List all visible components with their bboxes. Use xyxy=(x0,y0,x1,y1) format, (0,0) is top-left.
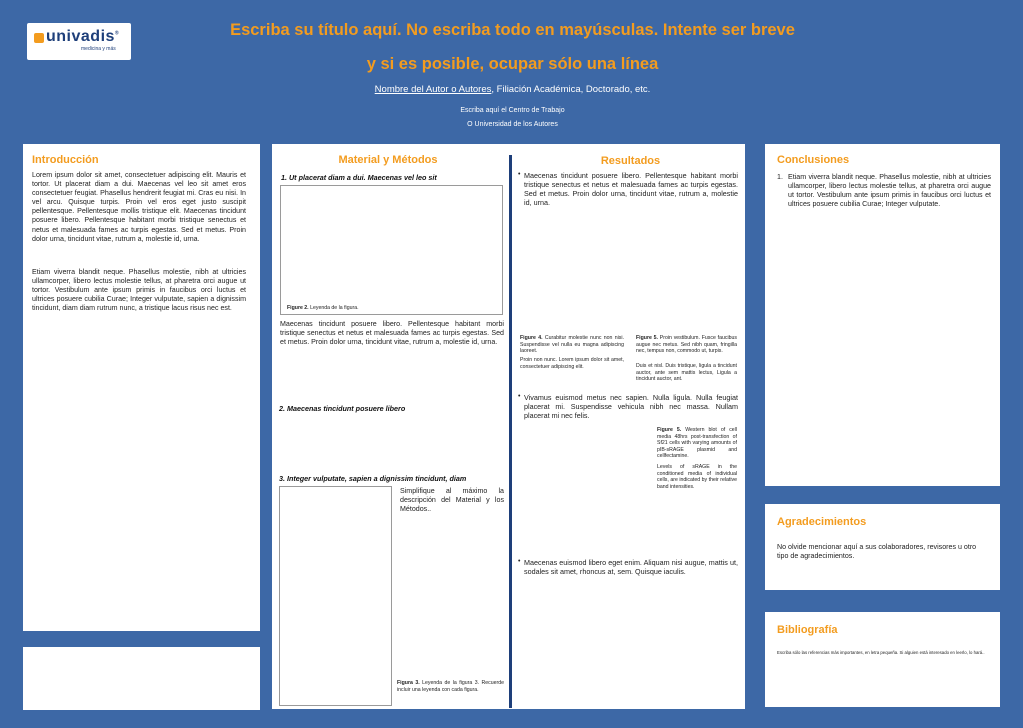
conclusiones-panel xyxy=(765,144,1000,486)
introduccion-title: Introducción xyxy=(32,154,99,166)
figure-5a-caption-text: Proin vestibulum. Fusce faucibus augue nec metus. Sed nibh quam, fringilla nec, tempus non, commodo ut, turpis. xyxy=(636,335,737,355)
material-subheading-1: 1. Ut placerat diam a dui. Maecenas vel leo sit xyxy=(281,173,437,182)
resultados-panel xyxy=(512,144,745,709)
poster-title-line2: y si es posible, ocupar sólo una línea xyxy=(366,55,659,73)
figure-4-label: Figure 4. xyxy=(520,335,543,341)
figure-2-label: Figure 2. xyxy=(287,305,309,311)
resultados-bullet-3 xyxy=(518,558,738,576)
bibliografia-text: Escriba sólo las referencias más importantes, en letra pequeña. Si alguien está interesado en leerlo, lo hará.. xyxy=(777,650,985,655)
institution-line1: Escriba aquí el Centro de Trabajo xyxy=(460,107,565,114)
resultados-bullet-1-text: Maecenas tincidunt posuere libero. Pellentesque habitant morbi tristique senectus et netus et malesuada fames ac turpis egestas. Sed et metus. Proin dolor urna, tincidunt vitae, rutrum a, molestie id, urna. xyxy=(524,171,738,208)
institution-line2: O Universidad de los Autores xyxy=(467,121,558,128)
figure-3-label: Figura 3. xyxy=(397,680,420,686)
agradecimientos-panel xyxy=(765,504,1000,590)
introduccion-panel xyxy=(23,144,260,631)
agradecimientos-text: No olvide mencionar aquí a sus colaboradores, revisores u otro tipo de agradecimientos. xyxy=(777,543,977,561)
introduccion-p2: Etiam viverra blandit neque. Phasellus molestie, nibh at ultricies ullamcorper, libero lectus molestie tellus, at pharetra orci augue ut tortor. Vestibulum ante ipsum primis in faucibus orci luctus et ultrices posuere cubilia Curae; Integer vulputate, sapien a dignissim tincidunt, diam diam rutrum nunc, a tristique lacus risus nec est. xyxy=(32,268,246,313)
empty-panel xyxy=(23,647,260,710)
poster-title-line1: Escriba su título aquí. No escriba todo en mayúsculas. Intente ser breve xyxy=(230,21,795,39)
authors-line xyxy=(150,84,875,95)
figure-4-caption-text: Curabitur molestie nunc non nisi. Suspendisse vel nulla eu magna adipiscing laoreet. xyxy=(520,335,624,355)
material-subheading-3: 3. Integer vulputate, sapien a dignissim tincidunt, diam xyxy=(279,474,467,483)
figure-5a-label: Figure 5. xyxy=(636,335,658,341)
figure-5a-extra: Duis et nisl. Duis tristique, ligula a tincidunt auctor, ante sem mattis lectus, Ligula a tincidunt auctor, ant. xyxy=(636,363,737,383)
conclusiones-title: Conclusiones xyxy=(777,154,850,166)
figure-5b-label: Figure 5. xyxy=(657,427,682,433)
resultados-title: Resultados xyxy=(600,155,661,167)
affiliation: , Filiación Académica, Doctorado, etc. xyxy=(491,84,651,95)
resultados-bullet-1 xyxy=(518,171,738,207)
logo-registered-mark: ® xyxy=(114,30,120,37)
univadis-logo xyxy=(27,23,131,60)
agradecimientos-title: Agradecimientos xyxy=(777,516,867,528)
material-p1: Maecenas tincidunt posuere libero. Pellentesque habitant morbi tristique senectus et netus et malesuada fames ac turpis egestas. Sed et metus. Proin dolor urna, tincidunt vitae, rutrum a, molestie id, urna. xyxy=(280,320,504,347)
conclusiones-item-1 xyxy=(777,173,991,209)
resultados-bullet-2 xyxy=(518,393,738,420)
conclusiones-item-1-text: Etiam viverra blandit neque. Phasellus molestie, nibh at ultricies ullamcorper, libero lectus molestie tellus, at pharetra orci augue ut tortor. Vestibulum ante ipsum primis in faucibus orci luctus et ultrices posuere cubilia Curae; Integer vulputate. xyxy=(788,173,991,209)
figure-2-box xyxy=(280,185,503,315)
figure-3-image-box xyxy=(279,486,392,706)
bibliografia-panel xyxy=(765,612,1000,707)
figure-2-caption xyxy=(287,305,487,312)
figure-2-caption-text: Leyenda de la figura. xyxy=(310,305,359,311)
logo-name: univadis® xyxy=(46,28,120,45)
figure-4-caption xyxy=(520,335,624,355)
resultados-bullet-3-text: Maecenas euismod libero eget enim. Aliquam nisi augue, mattis ut, sodales sit amet, rhoncus at, sem. Quisque iaculis. xyxy=(524,558,738,577)
material-side-text: Simplifique al máximo la descripción del Material y los Métodos.. xyxy=(400,487,504,514)
logo-mark-icon xyxy=(34,33,44,43)
conclusiones-item-number: 1. xyxy=(777,173,783,181)
figure-5a-caption xyxy=(636,335,737,355)
material-title: Material y Métodos xyxy=(338,154,438,166)
bullet-dot-icon: • xyxy=(518,171,521,178)
figure-5b-caption xyxy=(657,427,737,460)
introduccion-p1: Lorem ipsum dolor sit amet, consectetuer adipiscing elit. Mauris et tortor. Ut placerat diam a dui. Maecenas vel leo sit amet eros consectetuer feugiat. Phasellus hendrerit feugiat mi. Cras eu nisi. In vel arcu. Quisque turpis. Proin vel eros eget justo suscipit pellentesque. Pellentesque mollis tristique elit. Maecenas tincidunt posuere libero. Pellentesque habitant morbi tristique senectus et netus et malesuada fames ac turpis egestas. Sed et metus. Proin dolor urna, tincidunt vitae, rutrum a, molestie id, urna. xyxy=(32,171,246,243)
figure-4-extra: Proin non nunc. Lorem ipsum dolor sit amet, consectetuer adipiscing elit. xyxy=(520,357,624,370)
figure-3-caption-text: Leyenda de la figura 3. Recuerde incluir una leyenda con cada figura. xyxy=(397,680,504,693)
material-subheading-2: 2. Maecenas tincidunt posuere libero xyxy=(279,404,406,413)
authors-link[interactable]: Nombre del Autor o Autores xyxy=(374,84,492,95)
material-panel xyxy=(272,144,512,709)
bullet-dot-icon: • xyxy=(518,393,521,400)
figure-5b-caption-text: Western blot of cell media 48hrs post-transfection of Sf21 cells with varying amounts of pIB-sRAGE plasmid and cellfectamine. xyxy=(657,427,737,460)
figure-3-caption xyxy=(397,680,504,693)
logo-subtitle: medicina y más xyxy=(81,46,116,52)
figure-5b-extra: Levels of sRAGE in the conditioned media of individual cells, are indicated by their relative band intensities. xyxy=(657,464,737,490)
resultados-bullet-2-text: Vivamus euismod metus nec sapien. Nulla ligula. Nulla feugiat placerat mi. Suspendisse vehicula nibh nec massa. Nullam placerat mi nec felis. xyxy=(524,393,738,421)
bullet-dot-icon: • xyxy=(518,558,521,565)
bibliografia-title: Bibliografía xyxy=(777,624,838,636)
